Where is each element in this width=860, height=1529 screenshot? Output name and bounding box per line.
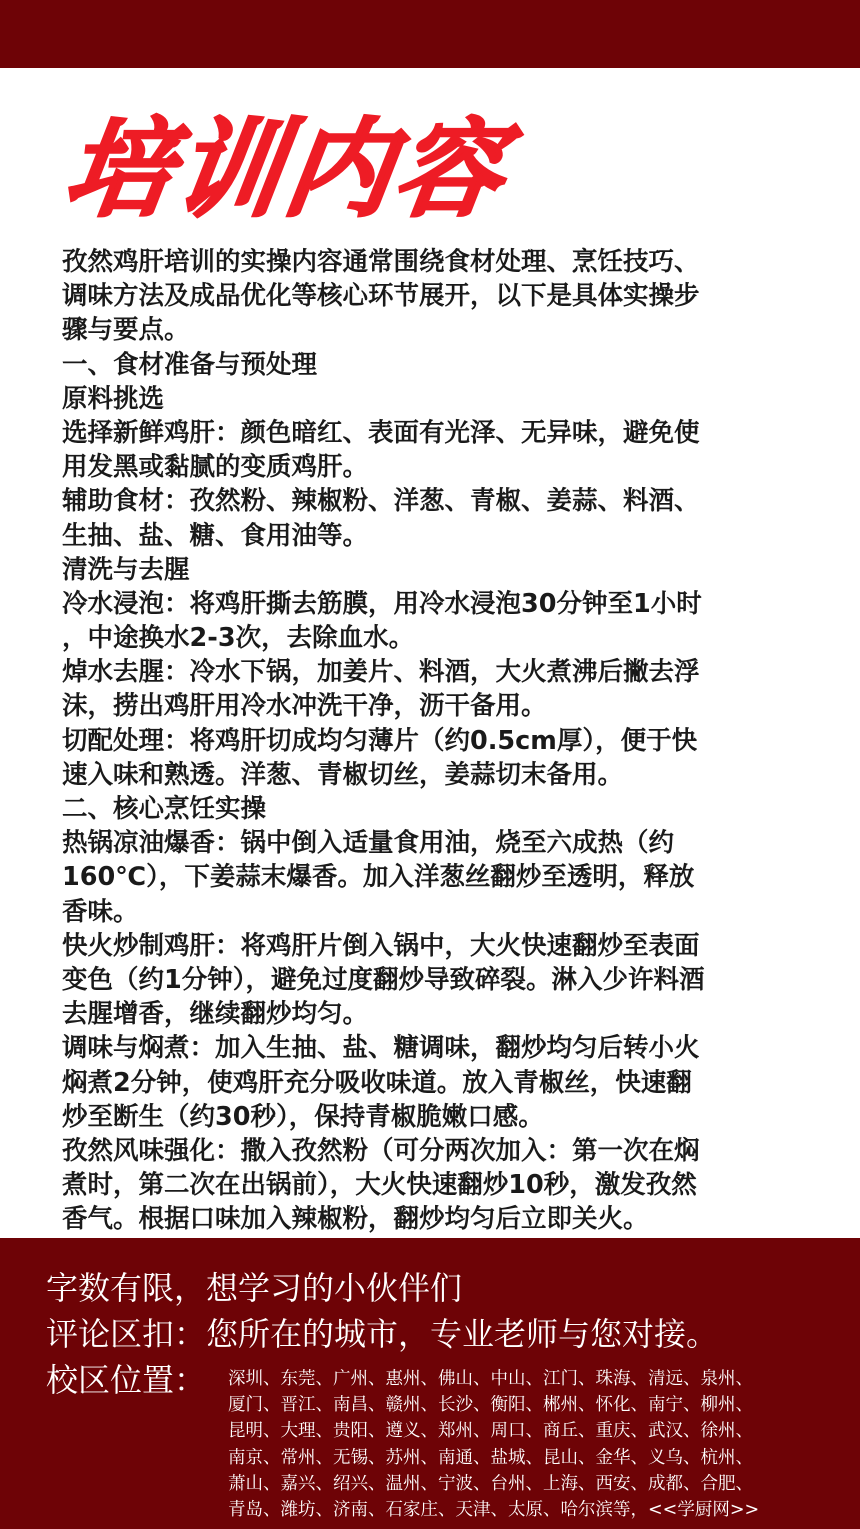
content-line: 调味与焖煮：加入生抽、盐、糖调味，翻炒均匀后转小火: [62, 1033, 700, 1064]
city-line: 南京、常州、无锡、苏州、南通、盐城、昆山、金华、义乌、杭州、: [228, 1447, 753, 1468]
content-line: 速入味和熟透。洋葱、青椒切丝，姜蒜切末备用。: [62, 759, 624, 790]
section-heading: 二、核心烹饪实操: [62, 794, 267, 824]
content-line: 炒至断生（约30秒），保持青椒脆嫩口感。: [62, 1101, 544, 1132]
content-line: 沫，捞出鸡肝用冷水冲洗干净，沥干备用。: [62, 691, 547, 722]
city-line: 昆明、大理、贵阳、遵义、郑州、周口、商丘、重庆、武汉、徐州、: [228, 1421, 753, 1442]
section-heading: 一、食材准备与预处理: [62, 349, 318, 380]
content-line: 切配处理：将鸡肝切成均匀薄片（约0.5cm厚），便于快: [62, 725, 698, 756]
content-line: 生抽、盐、糖、食用油等。: [62, 520, 369, 551]
campus-label: 校区位置：: [46, 1361, 207, 1399]
content-line: 冷水浸泡：将鸡肝撕去筋膜，用冷水浸泡30分钟至1小时: [62, 588, 702, 619]
city-line: 青岛、潍坊、济南、石家庄、天津、太原、哈尔滨等，<<学厨网>>: [228, 1499, 760, 1520]
content-line: 快火炒制鸡肝：将鸡肝片倒入锅中，大火快速翻炒至表面: [62, 930, 700, 961]
city-line: 厦门、晋江、南昌、赣州、长沙、衡阳、郴州、怀化、南宁、柳州、: [228, 1395, 753, 1416]
top-banner: [0, 0, 860, 68]
page-title: 培训内容: [57, 108, 515, 231]
subsection-heading: 清洗与去腥: [62, 554, 190, 585]
content-line: 去腥增香，继续翻炒均匀。: [62, 999, 369, 1030]
content-line: 孜然鸡肝培训的实操内容通常围绕食材处理、烹饪技巧、: [62, 247, 700, 277]
content-line: 调味方法及成品优化等核心环节展开，以下是具体实操步: [62, 281, 700, 312]
cta-line-1: 字数有限，想学习的小伙伴们: [46, 1269, 463, 1307]
subsection-heading: 原料挑选: [62, 383, 165, 414]
footer-banner: [0, 1238, 860, 1529]
content-line: 辅助食材：孜然粉、辣椒粉、洋葱、青椒、姜蒜、料酒、: [62, 486, 700, 517]
content-line: ，中途换水2-3次，去除血水。: [62, 623, 415, 654]
content-line: 香气。根据口味加入辣椒粉，翻炒均匀后立即关火。: [62, 1204, 649, 1235]
city-list: [228, 1366, 828, 1523]
content-line: 孜然风味强化：撒入孜然粉（可分两次加入：第一次在焖: [62, 1135, 700, 1166]
content-line: 选择新鲜鸡肝：颜色暗红、表面有光泽、无异味，避免使: [62, 417, 700, 448]
content-line: 煮时，第二次在出锅前），大火快速翻炒10秒，激发孜然: [62, 1170, 697, 1201]
content-line: 用发黑或黏腻的变质鸡肝。: [62, 452, 369, 483]
city-line: 萧山、嘉兴、绍兴、温州、宁波、台州、上海、西安、成都、合肥、: [228, 1473, 753, 1494]
cta-line-2: 评论区扣：您所在的城市，专业老师与您对接。: [46, 1315, 719, 1353]
content-line: 热锅凉油爆香：锅中倒入适量食用油，烧至六成热（约: [62, 828, 675, 859]
content-body: [62, 245, 802, 1236]
content-line: 变色（约1分钟），避免过度翻炒导致碎裂。淋入少许料酒: [62, 964, 705, 995]
content-line: 骤与要点。: [62, 315, 190, 346]
content-line: 焖煮2分钟，使鸡肝充分吸收味道。放入青椒丝，快速翻: [62, 1067, 692, 1098]
content-line: 160℃），下姜蒜末爆香。加入洋葱丝翻炒至透明，释放: [62, 862, 695, 893]
city-line: 深圳、东莞、广州、惠州、佛山、中山、江门、珠海、清远、泉州、: [228, 1369, 753, 1389]
content-line: 香味。: [62, 896, 139, 927]
content-line: 焯水去腥：冷水下锅，加姜片、料酒，大火煮沸后撇去浮: [62, 657, 700, 688]
